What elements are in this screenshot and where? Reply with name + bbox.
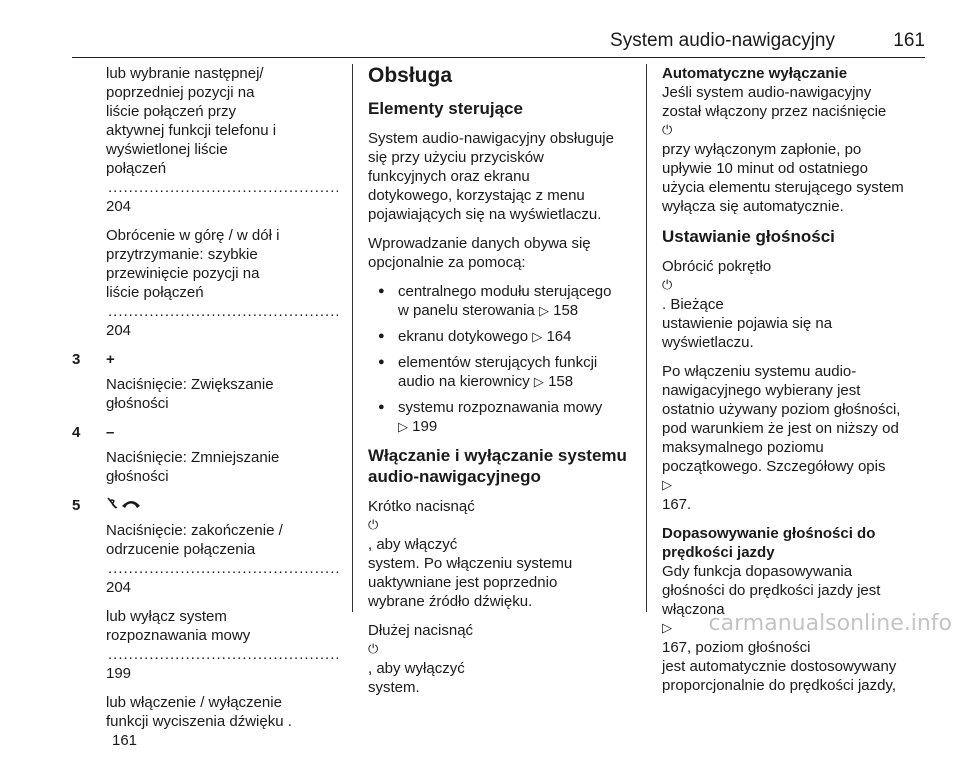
power-knob-icon: ⏻: [368, 518, 379, 533]
list-item: ● elementów sterujących funkcji audio na kierownicy ▷ 158: [368, 353, 636, 392]
paragraph: Obrócić pokrętło ⏻ . Bieżące ustawienie pojawia się na wyświetlaczu.: [662, 257, 924, 352]
page-ref: 204: [106, 198, 132, 215]
page-ref[interactable]: 158: [548, 373, 574, 390]
item-5-text-3: lub włączenie / wyłączenie funkcji wyciszenia dźwięku . 161: [72, 693, 340, 750]
column-3: [662, 64, 924, 705]
paragraph: Po włączeniu systemu audio- nawigacyjnego wybierany jest ostatnio używany poziom głośności, pod warunkiem że jest on niższy od maksymalnego poziomu początkowego. Szczegółowy opis ▷ 167.: [662, 362, 924, 514]
page-ref: 204: [106, 322, 132, 339]
list-item: ● systemu rozpoznawania mowy ▷ 199: [368, 398, 636, 437]
item-3-text: Naciśnięcie: Zwiększanie głośności: [106, 376, 274, 412]
toc-entry[interactable]: funkcji wyciszenia dźwięku . 161: [106, 712, 340, 750]
page-header: [0, 30, 925, 56]
power-knob-icon: ⏻: [662, 278, 673, 293]
paragraph: System audio-nawigacyjny obsługuje się przy użyciu przycisków funkcyjnych oraz ekranu dotykowego, korzystając z menu pojawiających się na wyświetlaczu.: [368, 130, 614, 223]
power-knob-icon: ⏻: [662, 123, 673, 138]
subsection-title: Włączanie i wyłączanie systemu audio-nawigacyjnego: [368, 446, 627, 486]
page-ref: 161: [112, 732, 138, 749]
list-item: ● ekranu dotykowego ▷ 164: [368, 327, 636, 347]
toc-entry[interactable]: połączeń ..... 204: [106, 159, 340, 216]
list-item: ● centralnego modułu sterującego w panelu sterowania ▷ 158: [368, 282, 636, 321]
bullet-list: [368, 282, 636, 437]
header-rule: [72, 57, 925, 58]
page-ref: 199: [106, 665, 132, 682]
paragraph: Gdy funkcja dopasowywania głośności do prędkości jazdy jest włączona ▷ 167, poziom głośności jest automatycznie dostosowywany proporcjonalnie do prędkości jazdy,: [662, 562, 924, 695]
item-5-heading: 5: [72, 496, 340, 515]
toc-entry[interactable]: odrzucenie połączenia ..... 204: [106, 540, 340, 597]
item-3-heading: 3 +: [72, 351, 115, 368]
watermark: carmanualsonline.info: [708, 611, 952, 636]
toc-entry[interactable]: rozpoznawania mowy ..... 199: [106, 626, 340, 683]
toc-entry[interactable]: liście połączeń ..... 204: [106, 283, 340, 340]
section-title: Obsługa: [368, 64, 453, 87]
page-ref-arrow-icon: ▷: [662, 621, 672, 636]
column-2: [368, 64, 636, 707]
item-5-text-1: Naciśnięcie: zakończenie / odrzucenie połączenia ..... 204: [72, 521, 340, 597]
page-ref-arrow-icon: ▷: [398, 420, 408, 435]
subsection-title: Ustawianie głośności: [662, 227, 835, 246]
paragraph: Wprowadzanie danych obywa się opcjonalnie za pomocą:: [368, 235, 591, 271]
paragraph: Jeśli system audio-nawigacyjny został włączony przez naciśnięcie ⏻ przy wyłączonym zapłonie, po upływie 10 minut od ostatniego użycia elementu sterującego system wyłącza się automatycznie.: [662, 83, 924, 216]
power-knob-icon: ⏻: [368, 642, 379, 657]
subheading: Dopasowywanie głośności do prędkości jazdy: [662, 525, 876, 561]
page-ref[interactable]: 167, poziom głośności: [662, 639, 811, 656]
page-ref[interactable]: 199: [412, 418, 438, 435]
subheading: Automatyczne wyłączanie: [662, 65, 848, 82]
page-ref[interactable]: 167.: [662, 496, 692, 513]
page-ref-arrow-icon: ▷: [532, 330, 543, 345]
column-1: [72, 64, 340, 760]
item-4-text: Naciśnięcie: Zmniejszanie głośności: [106, 449, 280, 485]
item-4-heading: 4 –: [72, 424, 115, 441]
item2-continuation: lub wybranie następnej/ poprzedniej pozycji na liście połączeń przy aktywnej funkcji telefonu i wyświetlonej liście połączeń ..... 204: [72, 64, 340, 216]
item-5-text-2: lub wyłącz system rozpoznawania mowy ..... 199: [72, 607, 340, 683]
paragraph: Krótko nacisnąć ⏻ , aby włączyć system. Po włączeniu systemu uaktywniane jest poprzednio wybrane źródło dźwięku.: [368, 497, 636, 611]
column-divider: [646, 64, 647, 612]
page-ref[interactable]: 164: [546, 328, 572, 345]
paragraph: Dłużej nacisnąć ⏻ , aby wyłączyć system.: [368, 621, 636, 697]
page-ref-arrow-icon: ▷: [533, 375, 544, 390]
phone-hangup-icon: [106, 496, 142, 515]
page-ref-arrow-icon: ▷: [538, 304, 549, 319]
header-title: System audio-nawigacyjny: [610, 30, 835, 51]
item2-rotate: Obrócenie w górę / w dół i przytrzymanie: szybkie przewinięcie pozycji na liście połączeń ..... 204: [72, 226, 340, 340]
page-number: 161: [893, 30, 925, 51]
page-ref: 204: [106, 579, 132, 596]
subsection-title: Elementy sterujące: [368, 99, 523, 118]
page-ref-arrow-icon: ▷: [662, 478, 672, 493]
page-ref[interactable]: 158: [553, 302, 579, 319]
column-divider: [352, 64, 353, 612]
